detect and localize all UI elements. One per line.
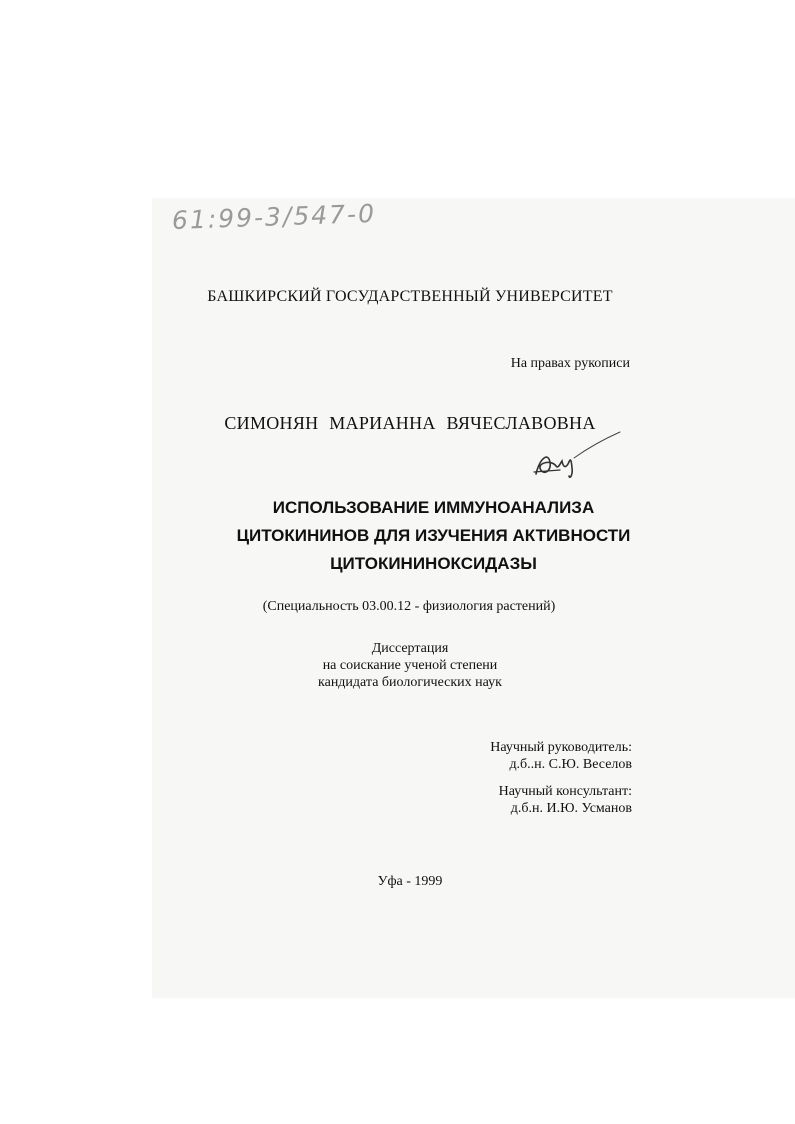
degree-line: на соискание ученой степени [322, 658, 498, 673]
title-line: ИСПОЛЬЗОВАНИЕ ИММУНОАНАЛИЗА [272, 498, 595, 517]
specialty: (Специальность 03.00.12 - физиология растений) [262, 599, 556, 614]
author-name: СИМОНЯН МАРИАННА ВЯЧЕСЛАВОВНА [224, 413, 596, 433]
supervisor-name: д.б..н. С.Ю. Веселов [509, 757, 632, 772]
dissertation-title [0, 494, 795, 578]
university-name: БАШКИРСКИЙ ГОСУДАРСТВЕННЫЙ УНИВЕРСИТЕТ [207, 288, 613, 305]
dissertation-degree [0, 640, 795, 691]
rights-note: На правах рукописи [510, 356, 630, 371]
title-line: ЦИТОКИНИНОКСИДАЗЫ [330, 554, 537, 573]
handwritten-signature [530, 428, 625, 488]
advisors-block [490, 739, 632, 817]
city-year: Уфа - 1999 [377, 874, 443, 889]
degree-line: кандидата биологических наук [318, 675, 502, 690]
consultant-role: Научный консультант: [498, 784, 632, 799]
supervisor-role: Научный руководитель: [490, 740, 632, 755]
consultant-name: д.б.н. И.Ю. Усманов [510, 801, 632, 816]
archive-number: 61:99-3/547-0 [171, 198, 377, 235]
degree-line: Диссертация [371, 641, 449, 656]
title-line: ЦИТОКИНИНОВ ДЛЯ ИЗУЧЕНИЯ АКТИВНОСТИ [236, 526, 631, 545]
